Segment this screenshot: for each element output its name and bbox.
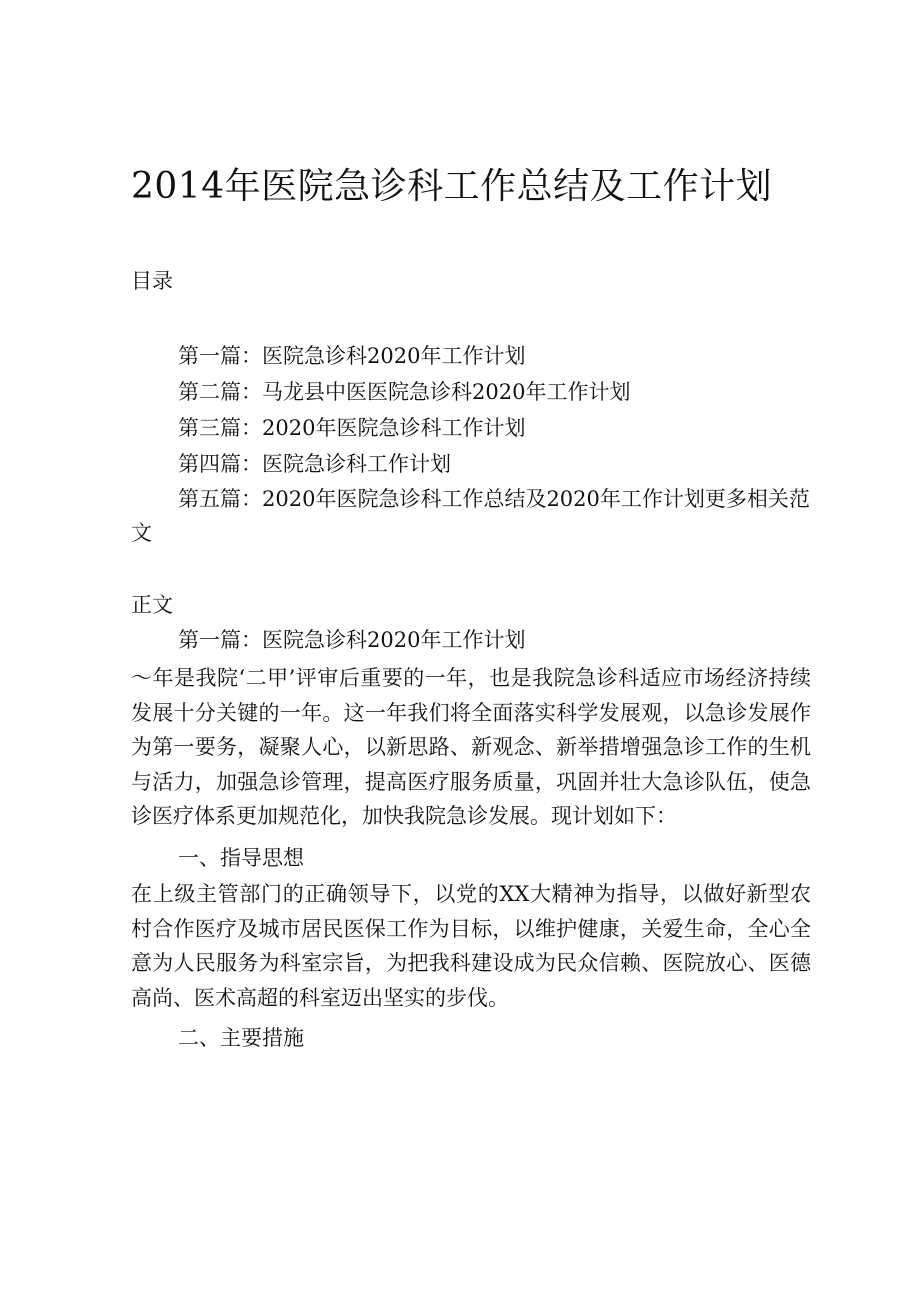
toc-item: 第三篇：2020年医院急诊科工作计划 [178,416,526,440]
subheading-guiding-principle: 一、指导思想 [178,846,304,870]
document-title: 2014年医院急诊科工作总结及工作计划 [131,166,773,207]
toc-heading: 目录 [131,269,173,293]
toc-item: 第一篇：医院急诊科2020年工作计划 [178,344,526,368]
guiding-paragraph: 在上级主管部门的正确领导下，以党的XX大精神为指导，以做好新型农村合作医疗及城市居民医保工作为目标，以维护健康，关爱生命，全心全意为人民服务为科室宗旨，为把我科建设成为民众信赖、医院放心、医德高尚、医术高超的科室迈出坚实的步伐。 [131,882,811,1010]
toc-item: 第四篇：医院急诊科工作计划 [178,452,451,476]
section-title: 第一篇：医院急诊科2020年工作计划 [178,628,526,652]
subheading-main-measures: 二、主要措施 [178,1026,304,1050]
table-of-contents [131,338,811,550]
intro-paragraph: ～年是我院‘二甲’评审后重要的一年，也是我院急诊科适应市场经济持续发展十分关键的一年。这一年我们将全面落实科学发展观，以急诊发展作为第一要务，凝聚人心，以新思路、新观念、新举措增强急诊工作的生机与活力，加强急诊管理，提高医疗服务质量，巩固并壮大急诊队伍，使急诊医疗体系更加规范化，加快我院急诊发展。现计划如下： [131,666,811,828]
body-heading: 正文 [131,593,173,617]
toc-item: 第二篇：马龙县中医医院急诊科2020年工作计划 [178,380,631,404]
toc-item: 第五篇：2020年医院急诊科工作总结及2020年工作计划更多相关范文 [131,487,810,545]
